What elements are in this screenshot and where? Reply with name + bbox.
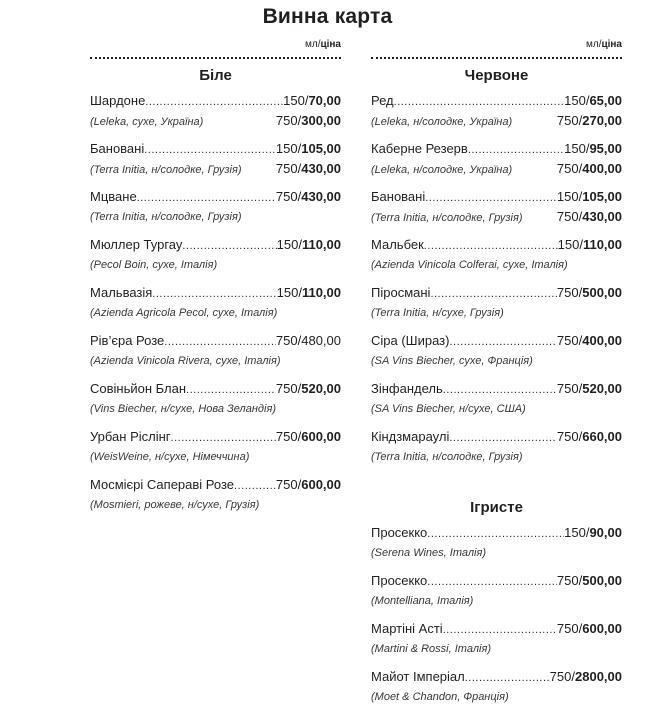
wine-description: (Serena Wines, Італія) [371, 547, 487, 559]
menu-item-details [371, 639, 622, 659]
wine-description: (WeisWeine, н/сухе, Німеччина) [90, 451, 250, 463]
dot-leader [234, 476, 276, 496]
wine-description: (Terra Initia, н/солодке, Грузія) [371, 212, 523, 224]
volume: 750 [556, 621, 579, 636]
menu-item-details [90, 207, 341, 227]
menu-item-row [371, 91, 622, 111]
menu-item-row [90, 379, 341, 399]
menu-item-row [90, 187, 341, 207]
separator: / [297, 381, 302, 396]
wine-name: Майот Імперіал [371, 669, 465, 684]
separator: / [297, 477, 302, 492]
menu-item-details [90, 495, 341, 515]
menu-item [90, 475, 341, 523]
price: 430,00 [301, 189, 341, 204]
wine-description: (Martini & Rossi, Італія) [371, 643, 492, 655]
wine-name: Мюллер Тургау [90, 237, 183, 252]
price: 105,00 [582, 189, 622, 204]
wine-description: (Leleka, н/солодке, Україна) [371, 164, 513, 176]
separator: / [585, 93, 590, 108]
price: 520,00 [301, 381, 341, 396]
wine-description: (Montelliana, Італія) [371, 595, 474, 607]
wine-name: Просекко [371, 573, 428, 588]
dot-leader [145, 92, 283, 112]
menu-item [90, 91, 341, 139]
volume: 150 [564, 93, 586, 108]
separator: / [578, 209, 583, 224]
volume: 750 [275, 429, 298, 444]
wine-name: Совіньйон Блан [90, 381, 187, 396]
red-wine-list [371, 91, 622, 475]
menu-item-details [371, 159, 622, 179]
menu-item-details [371, 399, 622, 419]
menu-item-row [371, 187, 622, 207]
wine-name: Ред [371, 93, 394, 108]
dot-leader [144, 140, 276, 160]
wine-name: Рів’єра Розе [90, 333, 165, 348]
menu-item-details [371, 255, 622, 275]
volume: 150 [556, 189, 579, 204]
menu-item-row [90, 475, 341, 495]
volume: 750 [556, 209, 579, 224]
separator: / [298, 285, 302, 300]
menu-item-details [371, 447, 622, 467]
dot-leader [171, 428, 276, 448]
menu-item [371, 667, 622, 715]
volume: 750 [275, 161, 298, 176]
menu-item [371, 379, 622, 427]
menu-item [90, 187, 341, 235]
menu-item [371, 235, 622, 283]
section-title-red: Червоне [464, 67, 529, 84]
separator: / [571, 669, 575, 684]
wine-description: (Azienda Vinicola Colferai, сухе, Італія) [371, 259, 568, 271]
dot-leader [468, 140, 564, 160]
menu-item-row [371, 523, 622, 543]
dot-leader [164, 332, 276, 352]
menu-item-details [90, 159, 341, 179]
wine-description: (Terra Initia, н/сухе, Грузія) [371, 307, 504, 319]
price: 270,00 [582, 113, 622, 128]
wine-name: Мцване [90, 189, 137, 204]
volume: 750 [549, 669, 572, 684]
wine-name: Банованi [371, 189, 426, 204]
menu-item-row [90, 139, 341, 159]
dot-leader [394, 92, 564, 112]
sparkling-wine-list [371, 523, 622, 715]
price: 600,00 [301, 429, 341, 444]
menu-item [90, 283, 341, 331]
wine-description: (Azienda Vinicola Rivera, сухе, Італія) [90, 355, 281, 367]
menu-item-row [371, 427, 622, 447]
price: 300,00 [301, 113, 341, 128]
menu-item-details [90, 351, 341, 371]
wine-name: Мосмієрі Сапераві Розе [90, 477, 235, 492]
volume: 750 [275, 381, 298, 396]
price: 430,00 [582, 209, 622, 224]
menu-item-details [90, 447, 341, 467]
dot-leader [449, 428, 557, 448]
separator: / [578, 113, 583, 128]
volume: 150 [276, 237, 299, 252]
menu-item-row [90, 283, 341, 303]
separator: / [578, 573, 583, 588]
volume: 750 [275, 113, 298, 128]
wine-description: (Leleka, сухе, Україна) [90, 116, 204, 128]
menu-item-row [90, 235, 341, 255]
price: 430,00 [301, 161, 341, 176]
price: 110,00 [582, 237, 622, 252]
price: 600,00 [582, 621, 622, 636]
menu-item-row [90, 91, 341, 111]
volume: 750 [556, 161, 579, 176]
menu-item-row [371, 283, 622, 303]
bottle-price [557, 207, 622, 227]
dot-leader [449, 332, 556, 352]
menu-item-row [371, 379, 622, 399]
dot-leader [424, 236, 558, 256]
wine-name: Кіндзмараулі [371, 429, 450, 444]
menu-item [90, 331, 341, 379]
wine-name: Мальбек [371, 237, 424, 252]
price: 70,00 [308, 93, 341, 108]
menu-item-details [90, 255, 341, 275]
volume: 750 [556, 285, 579, 300]
separator: / [297, 141, 302, 156]
wine-name: Шардоне [90, 93, 146, 108]
menu-item-row [90, 331, 341, 351]
dot-leader [182, 236, 276, 256]
page-title: Винна карта [262, 5, 393, 28]
price: 110,00 [301, 285, 341, 300]
menu-item [371, 139, 622, 187]
volume: 750 [275, 189, 298, 204]
separator: / [578, 333, 583, 348]
unit-header: мл/ціна [585, 39, 622, 50]
price: 95,00 [589, 141, 622, 156]
bottle-price [276, 111, 341, 131]
menu-item [371, 619, 622, 667]
menu-item-details [90, 111, 341, 131]
menu-item-row [371, 139, 622, 159]
separator: / [304, 93, 309, 108]
separator: / [298, 237, 302, 252]
wine-name: Мальвазія [90, 285, 153, 300]
separator: / [578, 429, 583, 444]
section-title-sparkling: Ігристе [470, 499, 523, 516]
menu-item-row [371, 571, 622, 591]
dotted-divider [90, 57, 341, 59]
menu-item [90, 427, 341, 475]
white-wine-column [90, 38, 341, 523]
unit-header: мл/ціна [304, 39, 341, 50]
white-wine-list [90, 91, 341, 523]
separator: / [579, 237, 583, 252]
menu-item-details [371, 687, 622, 707]
price: 500,00 [582, 285, 622, 300]
menu-item [371, 283, 622, 331]
volume: 750 [556, 333, 579, 348]
wine-description: (Terra Initia, н/солодке, Грузія) [371, 451, 523, 463]
volume: 150 [564, 525, 586, 540]
volume: 750 [275, 477, 298, 492]
volume: 150 [275, 141, 298, 156]
dot-leader [137, 188, 276, 208]
dot-leader [425, 188, 557, 208]
separator: / [578, 621, 583, 636]
menu-item [371, 187, 622, 235]
dot-leader [465, 668, 550, 688]
bottle-price [557, 159, 622, 179]
separator: / [578, 189, 583, 204]
wine-description: (Leleka, н/солодке, Україна) [371, 116, 513, 128]
wine-description: (Vins Biecher, н/сухе, Нова Зеландія) [90, 403, 276, 415]
wine-description: (Pecol Boin, сухе, Італія) [90, 259, 218, 271]
wine-name: Мартіні Асті [371, 621, 443, 636]
dot-leader [186, 380, 276, 400]
menu-item-details [371, 543, 622, 563]
volume: 750 [275, 333, 298, 348]
price: 110,00 [301, 237, 341, 252]
price: 520,00 [582, 381, 622, 396]
price: 660,00 [582, 429, 622, 444]
volume: 150 [557, 237, 580, 252]
dot-leader [152, 284, 276, 304]
price: 500,00 [582, 573, 622, 588]
price: 105,00 [301, 141, 341, 156]
menu-item-row [371, 235, 622, 255]
menu-item [90, 139, 341, 187]
separator: / [578, 161, 583, 176]
menu-item [371, 427, 622, 475]
wine-description: (Azienda Agricola Pecol, сухе, Італія) [90, 307, 278, 319]
dot-leader [427, 524, 564, 544]
dot-leader [443, 380, 557, 400]
wine-description: (SA Vins Biecher, н/сухе, США) [371, 403, 526, 415]
wine-name: Каберне Резерв [371, 141, 468, 156]
menu-item-details [371, 207, 622, 227]
wine-description: (Terra Initia, н/солодке, Грузія) [90, 164, 242, 176]
separator: / [297, 161, 302, 176]
menu-item-details [90, 399, 341, 419]
dotted-divider [371, 57, 622, 59]
volume: 750 [556, 573, 579, 588]
wine-description: (SA Vins Biecher, сухе, Франція) [371, 355, 533, 367]
menu-item-row [371, 619, 622, 639]
menu-item [371, 91, 622, 139]
dot-leader [443, 620, 557, 640]
separator: / [585, 525, 590, 540]
bottle-price [557, 111, 622, 131]
separator: / [585, 141, 590, 156]
price: 2800,00 [575, 669, 622, 684]
menu-item [371, 571, 622, 619]
price: 480,00 [301, 333, 341, 348]
dot-leader [430, 284, 556, 304]
menu-item-row [371, 667, 622, 687]
section-title-white: Біле [199, 67, 232, 84]
menu-item-details [371, 591, 622, 611]
menu-item [90, 379, 341, 427]
dot-leader [427, 572, 557, 592]
volume: 150 [276, 285, 299, 300]
wine-name: Банованi [90, 141, 145, 156]
wine-description: (Moet & Chandon, Франція) [371, 691, 509, 703]
separator: / [578, 285, 583, 300]
price: 600,00 [301, 477, 341, 492]
volume: 750 [556, 381, 579, 396]
volume: 150 [564, 141, 586, 156]
menu-item-details [90, 303, 341, 323]
separator: / [297, 333, 302, 348]
wine-name: Піросмані [371, 285, 431, 300]
wine-description: (Terra Initia, н/солодке, Грузія) [90, 211, 242, 223]
price: 90,00 [589, 525, 622, 540]
wine-description: (Mosmieri, рожеве, н/сухе, Грузія) [90, 499, 260, 511]
wine-name: Урбан Рiслiнг [90, 429, 171, 444]
menu-item [90, 235, 341, 283]
menu-item-details [371, 351, 622, 371]
menu-item-details [371, 303, 622, 323]
separator: / [297, 113, 302, 128]
separator: / [297, 189, 302, 204]
wine-name: Зінфандель [371, 381, 443, 396]
volume: 150 [283, 93, 305, 108]
menu-item [371, 331, 622, 379]
wine-name: Просекко [371, 525, 428, 540]
menu-item-row [90, 427, 341, 447]
price: 65,00 [589, 93, 622, 108]
price: 400,00 [582, 333, 622, 348]
red-wine-column [371, 38, 622, 715]
separator: / [578, 381, 583, 396]
volume: 750 [556, 429, 579, 444]
separator: / [297, 429, 302, 444]
menu-item-details [371, 111, 622, 131]
bottle-price [276, 159, 341, 179]
wine-name: Сіра (Шираз) [371, 333, 450, 348]
volume: 750 [556, 113, 579, 128]
menu-item-row [371, 331, 622, 351]
menu-item [371, 523, 622, 571]
price: 400,00 [582, 161, 622, 176]
